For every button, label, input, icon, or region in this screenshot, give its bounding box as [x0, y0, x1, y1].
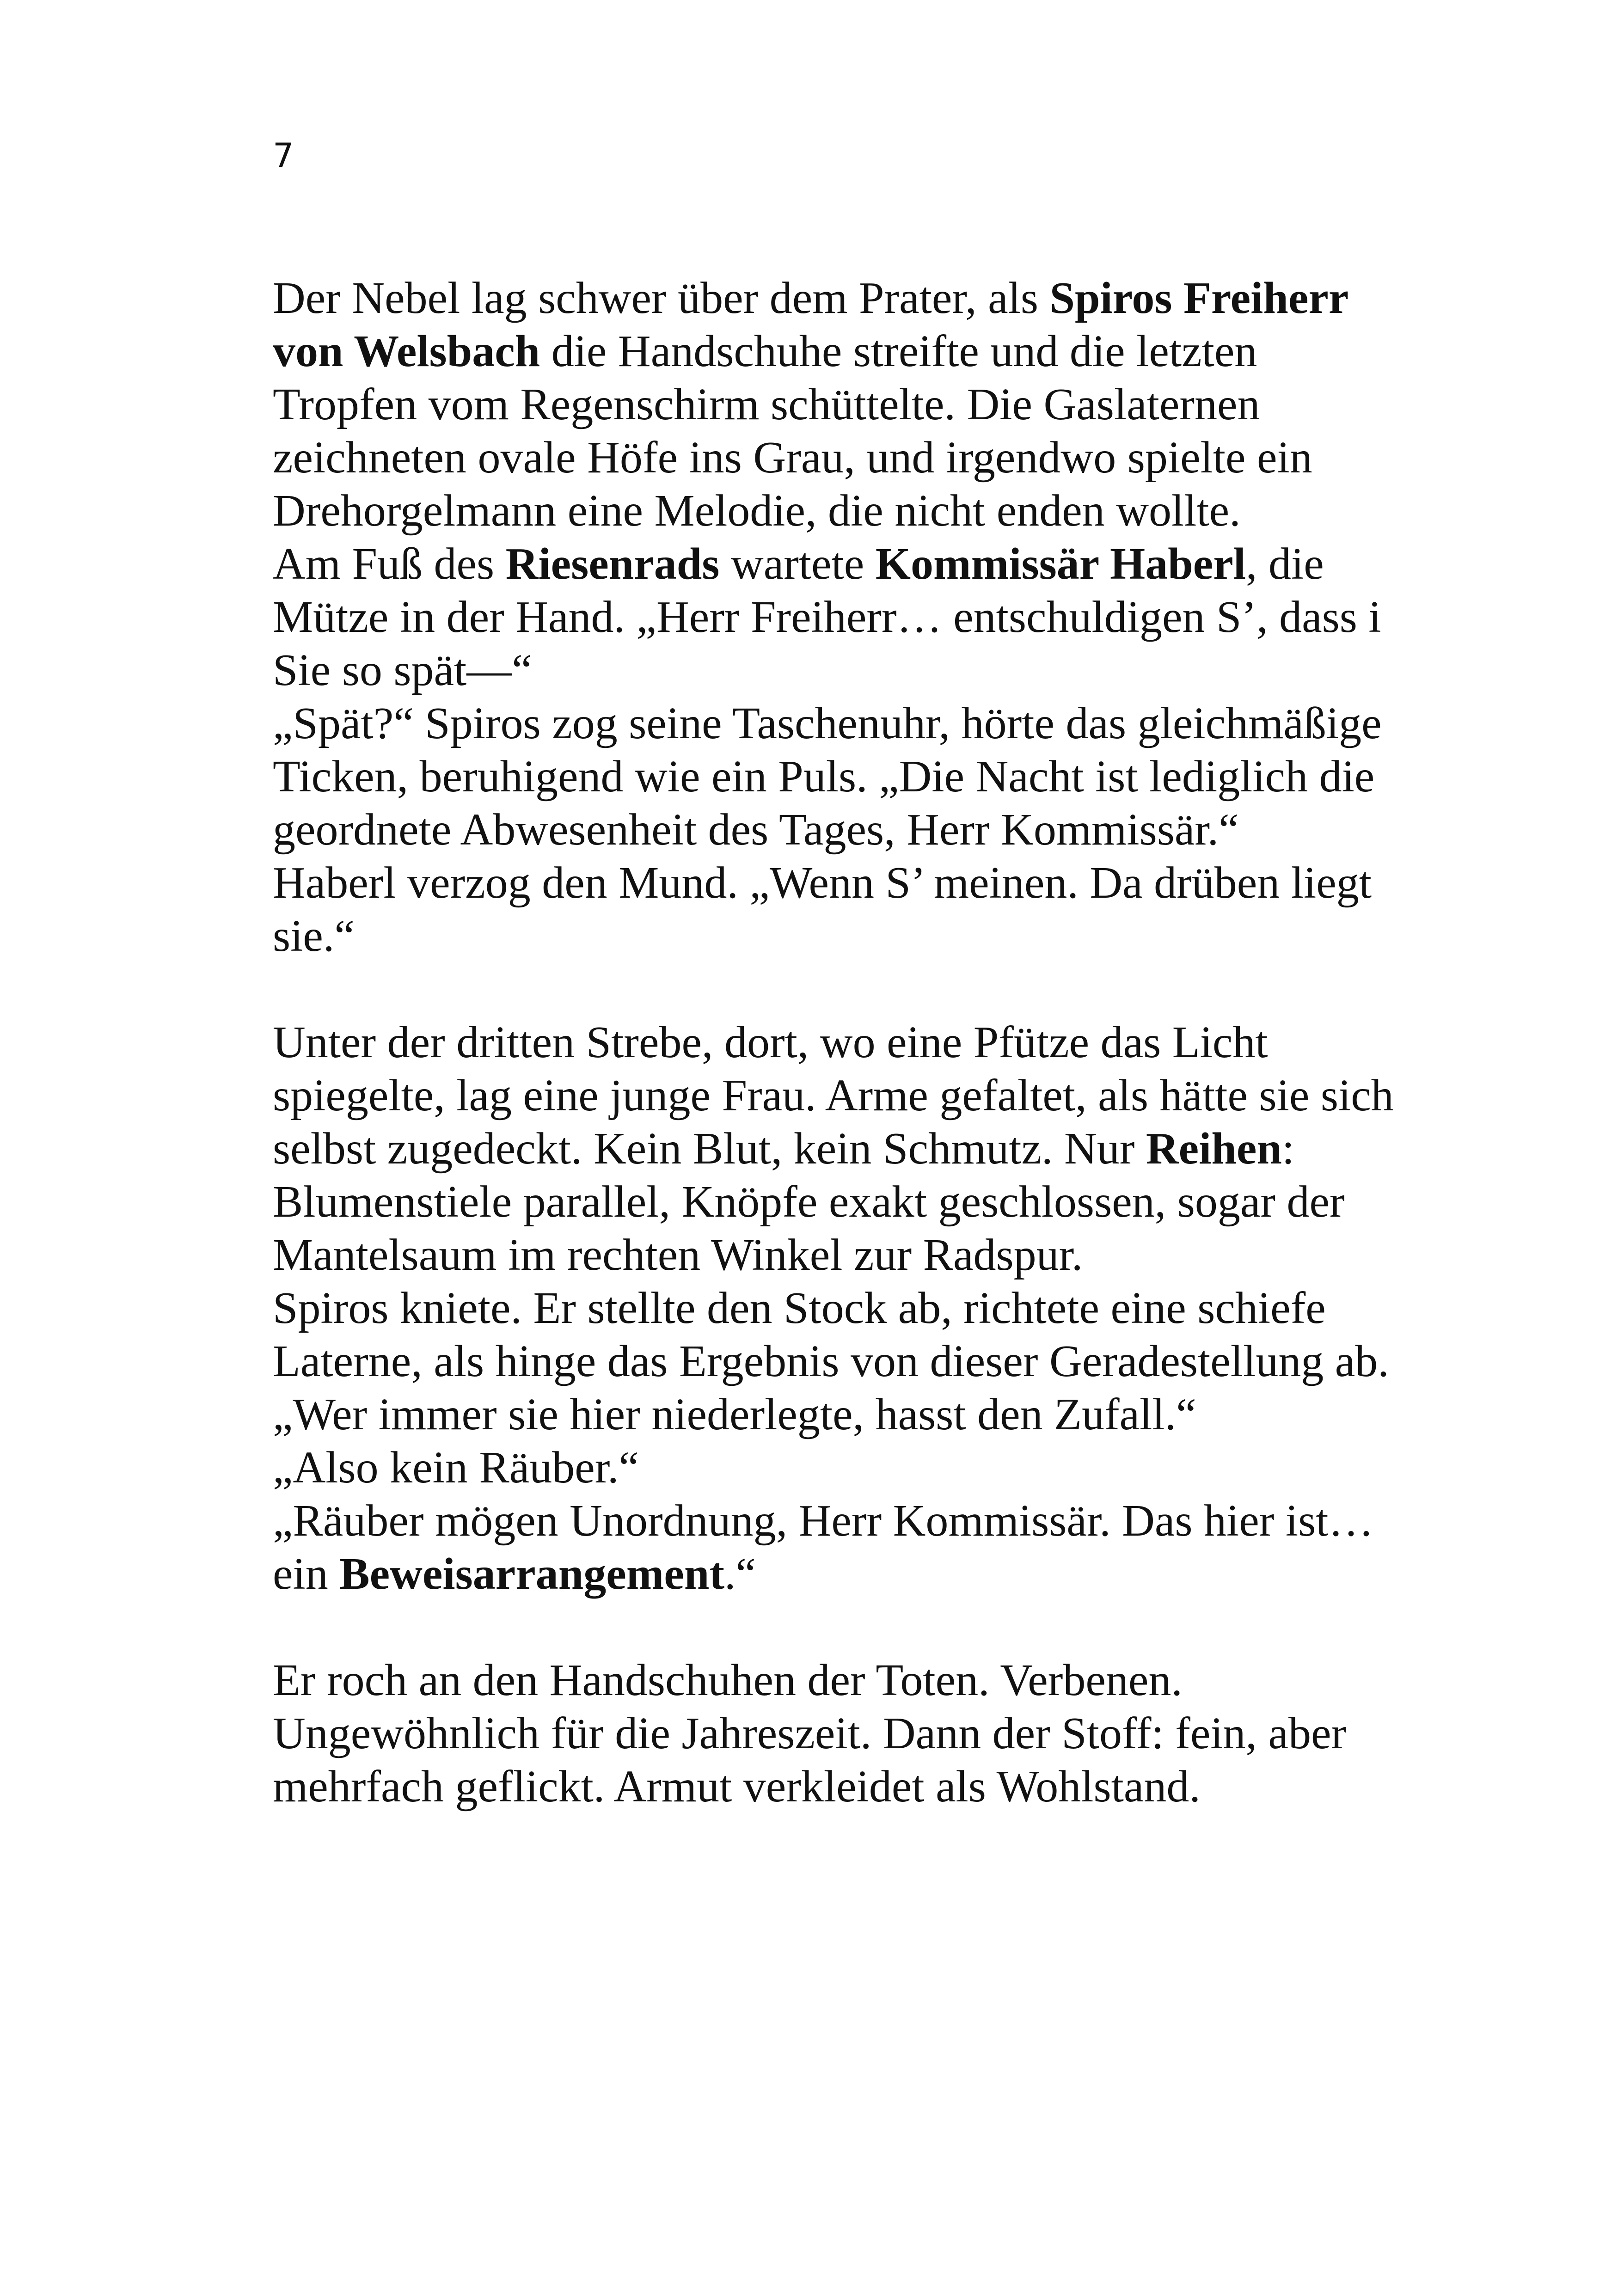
text-run: wartete [719, 539, 876, 589]
page-number: 7 [273, 136, 294, 175]
text-run: Der Nebel lag schwer über dem Prater, als [273, 273, 1050, 323]
bold-name-spiros: Spiros Freiherr von Welsbach [273, 273, 1348, 376]
paragraph-spaet [273, 697, 1410, 857]
bold-beweisarrangement: Beweisarrangement [339, 1549, 724, 1599]
paragraph-gap [273, 963, 1410, 1016]
bold-reihen: Reihen [1146, 1124, 1282, 1174]
text-run: .“ [724, 1549, 756, 1599]
text-run: , die Mütze in der Hand. „Herr Freiherr… entschuldigen S’, dass i Sie so spät—“ [273, 539, 1381, 695]
text-run: : Blumenstiele parallel, Knöpfe exakt geschlossen, sogar der Mantelsaum im rechten Winkel zur Radspur. [273, 1124, 1345, 1280]
body-text [273, 272, 1410, 1813]
text-run: Unter der dritten Strebe, dort, wo eine Pfütze das Licht spiegelte, lag eine junge Frau. Arme gefaltet, als hätte sie sich selbst zugedeckt. Kein Blut, kein Schmutz. Nur [273, 1017, 1394, 1174]
text-run: Haberl verzog den Mund. „Wenn S’ meinen. Da drüben liegt sie.“ [273, 858, 1372, 961]
paragraph-beweisarrangement [273, 1494, 1410, 1601]
paragraph-gap [273, 1601, 1410, 1654]
paragraph-strebe [273, 1016, 1410, 1282]
paragraph-haberl [273, 857, 1410, 963]
text-run: Spiros kniete. Er stellte den Stock ab, richtete eine schiefe Laterne, als hinge das Ergebnis von dieser Geradestellung ab. „Wer immer sie hier niederlegte, hasst den Zufall.“ [273, 1283, 1389, 1439]
paragraph-spiros-kniete [273, 1282, 1410, 1441]
text-run: Er roch an den Handschuhen der Toten. Verbenen. Ungewöhnlich für die Jahreszeit. Dann der Stoff: fein, aber mehrfach geflickt. Armut verkleidet als Wohlstand. [273, 1655, 1347, 1812]
bold-kommissaer-haberl: Kommissär Haberl [875, 539, 1246, 589]
text-run: „Spät?“ Spiros zog seine Taschenuhr, hörte das gleichmäßige Ticken, beruhigend wie ein Puls. „Die Nacht ist lediglich die geordnete Abwesenheit des Tages, Herr Kommissär.“ [273, 698, 1382, 855]
text-run: „Räuber mögen Unordnung, Herr Kommissär. Das hier ist… ein [273, 1496, 1374, 1599]
paragraph-riesenrad [273, 538, 1410, 697]
text-run: „Also kein Räuber.“ [273, 1443, 639, 1493]
paragraph-fog-prater [273, 272, 1410, 538]
paragraph-handschuhe [273, 1654, 1410, 1813]
bold-riesenrads: Riesenrads [505, 539, 720, 589]
paragraph-kein-raeuber [273, 1441, 1410, 1494]
text-run: Am Fuß des [273, 539, 506, 589]
text-run: die Handschuhe streifte und die letzten Tropfen vom Regenschirm schüttelte. Die Gaslaternen zeichneten ovale Höfe ins Grau, und irgendwo spielte ein Drehorgelmann eine Melodie, die nicht enden wollte. [273, 326, 1312, 536]
